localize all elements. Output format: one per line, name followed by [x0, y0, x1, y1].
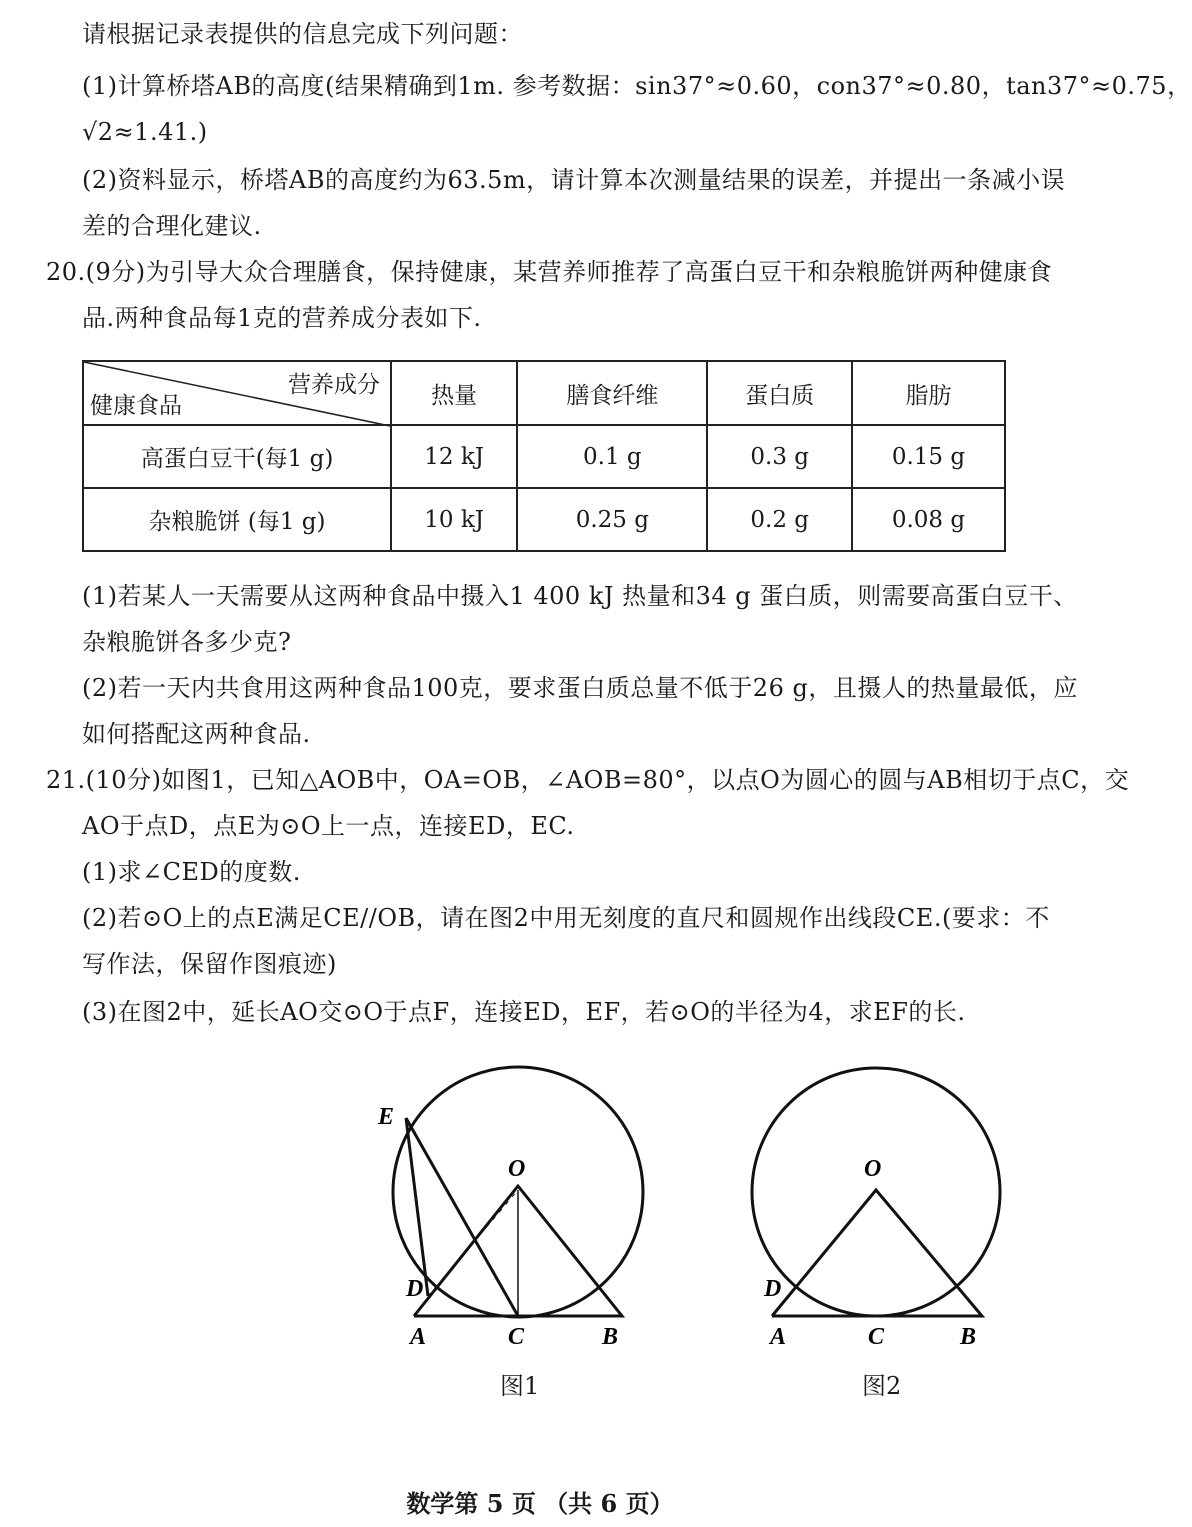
q20-part2-line2: 如何搭配这两种食品.	[82, 720, 311, 748]
row-name: 杂粮脆饼 (每1 g)	[83, 488, 391, 551]
q19-part1-line1: (1)计算桥塔AB的高度(结果精确到1m. 参考数据：sin37°≈0.60，con37°≈0.80，tan37°≈0.75，	[82, 72, 1192, 100]
cell: 0.08 g	[852, 488, 1005, 551]
col-header: 热量	[391, 361, 517, 425]
cell: 12 kJ	[391, 425, 517, 488]
q21-part2-line2: 写作法，保留作图痕迹)	[82, 950, 337, 978]
figure-2-caption: 图2	[862, 1372, 902, 1400]
figure-1	[370, 1060, 660, 1360]
figure-2	[750, 1060, 1020, 1360]
q20-stem-line1: 20.(9分)为引导大众合理膳食，保持健康，某营养师推荐了高蛋白豆干和杂粮脆饼两种健康食	[46, 258, 1053, 286]
label-o: O	[864, 1156, 882, 1182]
q21-part2-line1: (2)若⊙O上的点E满足CE//OB，请在图2中用无刻度的直尺和圆规作出线段CE.(要求：不	[82, 904, 1050, 932]
table-row	[83, 425, 1005, 488]
label-c: C	[508, 1324, 525, 1350]
table-diagonal-header	[83, 361, 391, 425]
label-o: O	[508, 1156, 526, 1182]
label-d: D	[406, 1276, 424, 1302]
table-row	[83, 488, 1005, 551]
q19-part1-line2: √2≈1.41.)	[82, 118, 208, 146]
q20-part1-line1: (1)若某人一天需要从这两种食品中摄入1 400 kJ 热量和34 g 蛋白质，则需要高蛋白豆干、	[82, 582, 1078, 610]
row-name: 高蛋白豆干(每1 g)	[83, 425, 391, 488]
q20-stem-line2: 品.两种食品每1克的营养成分表如下.	[82, 304, 482, 332]
label-e: E	[378, 1104, 395, 1130]
q19-part2-line2: 差的合理化建议.	[82, 212, 262, 240]
cell: 0.25 g	[517, 488, 707, 551]
page-footer: 数学第 5 页 （共 6 页）	[406, 1489, 674, 1518]
label-b: B	[960, 1324, 977, 1350]
q19-part2-line1: (2)资料显示，桥塔AB的高度约为63.5m，请计算本次测量结果的误差，并提出一条减小误	[82, 166, 1066, 194]
cell: 10 kJ	[391, 488, 517, 551]
nutrition-table	[82, 360, 1006, 552]
label-c: C	[868, 1324, 885, 1350]
segment-ed	[406, 1118, 428, 1296]
q20-part2-line1: (2)若一天内共食用这两种食品100克，要求蛋白质总量不低于26 g，且摄人的热量最低，应	[82, 674, 1078, 702]
triangle-aob	[772, 1190, 982, 1316]
col-header: 脂肪	[852, 361, 1005, 425]
label-a: A	[770, 1324, 787, 1350]
col-header: 蛋白质	[707, 361, 852, 425]
label-a: A	[410, 1324, 427, 1350]
header-nutrient: 营养成分	[288, 372, 380, 398]
label-d: D	[764, 1276, 782, 1302]
col-header: 膳食纤维	[517, 361, 707, 425]
cell: 0.2 g	[707, 488, 852, 551]
label-b: B	[602, 1324, 619, 1350]
q21-stem-line2: AO于点D，点E为⊙O上一点，连接ED，EC.	[82, 812, 575, 840]
cell: 0.1 g	[517, 425, 707, 488]
q21-stem-line1: 21.(10分)如图1，已知△AOB中，OA=OB，∠AOB=80°，以点O为圆心的圆与AB相切于点C，交	[46, 766, 1130, 794]
q21-part3: (3)在图2中，延长AO交⊙O于点F，连接ED，EF，若⊙O的半径为4，求EF的长.	[82, 998, 966, 1026]
cell: 0.15 g	[852, 425, 1005, 488]
q21-part1: (1)求∠CED的度数.	[82, 858, 301, 886]
q20-part1-line2: 杂粮脆饼各多少克?	[82, 628, 292, 656]
intro-line: 请根据记录表提供的信息完成下列问题：	[82, 20, 523, 48]
cell: 0.3 g	[707, 425, 852, 488]
figure-1-caption: 图1	[500, 1372, 540, 1400]
header-food: 健康食品	[90, 393, 182, 419]
